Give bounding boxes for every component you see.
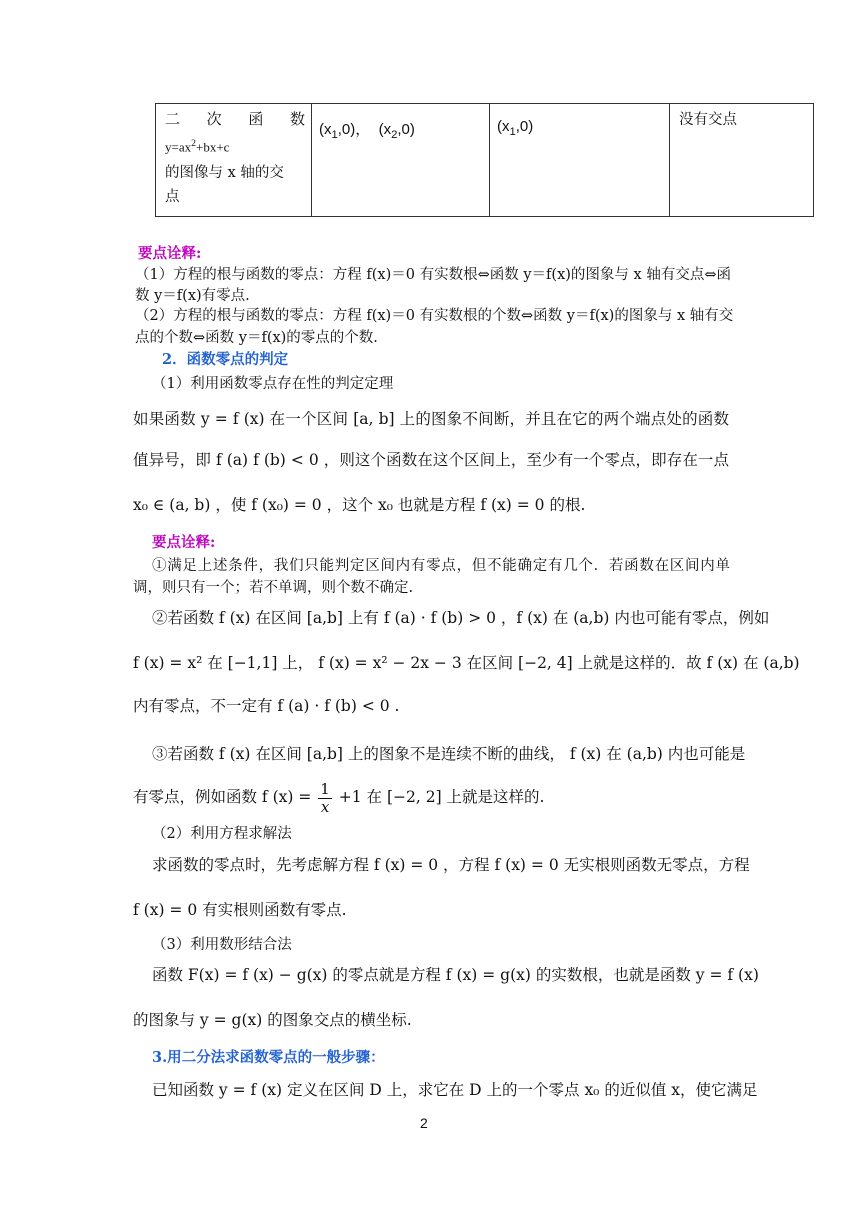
- note1-item1-line1: （1）方程的根与函数的零点：方程 f(x)＝0 有实数根⇔函数 y＝f(x)的图象与 x 轴有交点⇔函: [135, 267, 731, 283]
- note2-heading: 要点诠释:: [152, 534, 216, 551]
- note1-item2-line1: （2）方程的根与函数的零点：方程 f(x)＝0 有实数根的个数⇔函数 y＝f(x)的图象与 x 轴有交: [135, 308, 734, 324]
- note1-item2-line2: 点的个数⇔函数 y＝f(x)的零点的个数.: [135, 330, 378, 346]
- sub2-line2: f (x) = 0 有实根则函数有零点.: [133, 901, 347, 919]
- table-cell-two-roots: $(x_1,0)$， $(x_2,0)$: [312, 104, 490, 217]
- sub3-line2: 的图象与 y = g(x) 的图象交点的横坐标.: [133, 1011, 412, 1029]
- fraction-one-over-x: $\frac{1}{x}$: [320, 779, 330, 816]
- note2-c2-line2: f (x) = x² 在 [−1,1] 上， f (x) = x² − 2x − 3 在区间 [−2, 4] 上就是这样的．故 f (x) 在 (a,b): [133, 654, 800, 672]
- section2-heading: 2．函数零点的判定: [162, 351, 289, 368]
- section3-heading: 3.用二分法求函数零点的一般步骤：: [152, 1049, 385, 1066]
- table-cell-label: [156, 104, 312, 217]
- label-line4: 点: [165, 189, 180, 206]
- note1-item1-line2: 数 y＝f(x)有零点.: [135, 288, 250, 304]
- note2-c1-line2: 调，则只有一个；若不单调，则个数不确定.: [133, 580, 414, 596]
- section2-theorem-line2: 值异号，即 f (a) f (b) < 0 ，则这个函数在这个区间上，至少有一个零点，即存在一点: [133, 451, 729, 469]
- note2-c1-line1: ①满足上述条件，我们只能判定区间内有零点，但不能确定有几个．若函数在区间内单: [152, 558, 730, 574]
- section2-theorem-line1: 如果函数 y = f (x) 在一个区间 [a, b] 上的图象不间断，并且在它的两个端点处的函数: [133, 410, 729, 428]
- note1-heading: 要点诠释:: [138, 245, 202, 262]
- section2-sub1: （1）利用函数零点存在性的判定定理: [152, 376, 394, 392]
- table-row: [156, 104, 814, 217]
- section3-line1: 已知函数 y = f (x) 定义在区间 D 上，求它在 D 上的一个零点 x₀ 的近似值 x，使它满足: [152, 1081, 758, 1099]
- note2-c2-line3: 内有零点，不一定有 f (a) · f (b) < 0 .: [133, 697, 400, 715]
- section2-theorem-line3: x₀ ∈ (a, b) ，使 f (x₀) = 0 ，这个 x₀ 也就是方程 f (x) = 0 的根.: [133, 496, 586, 514]
- sub2-heading: （2）利用方程求解法: [152, 826, 292, 842]
- note2-c3-line1: ③若函数 f (x) 在区间 [a,b] 上的图象不是连续不断的曲线， f (x) 在 (a,b) 内也可能是: [152, 745, 746, 763]
- page-number: 2: [420, 1115, 428, 1131]
- table-cell-no-root: 没有交点: [670, 104, 814, 217]
- sub2-line1: 求函数的零点时，先考虑解方程 f (x) = 0 ，方程 f (x) = 0 无实根则函数无零点，方程: [152, 856, 750, 874]
- note2-c3-line2: 有零点，例如函数 f (x) = $\frac{1}{x}$ +1 在 [−2, 2] 上就是这样的.: [133, 779, 545, 816]
- quadratic-equation: $y=ax^2+bx+c$: [165, 138, 230, 155]
- note2-c2-line1: ②若函数 f (x) 在区间 [a,b] 上有 f (a) · f (b) > 0 ，f (x) 在 (a,b) 内也可能有零点，例如: [152, 609, 770, 627]
- label-spaced-text: 二 次 函 数: [165, 110, 305, 128]
- sub3-heading: （3）利用数形结合法: [152, 937, 292, 953]
- intersection-table: [155, 103, 814, 217]
- sub3-line1: 函数 F(x) = f (x) − g(x) 的零点就是方程 f (x) = g(x) 的实数根，也就是函数 y = f (x): [152, 966, 759, 984]
- table-cell-one-root: $(x_1,0)$: [490, 104, 670, 217]
- label-line3: 的图像与 x 轴的交: [165, 165, 284, 182]
